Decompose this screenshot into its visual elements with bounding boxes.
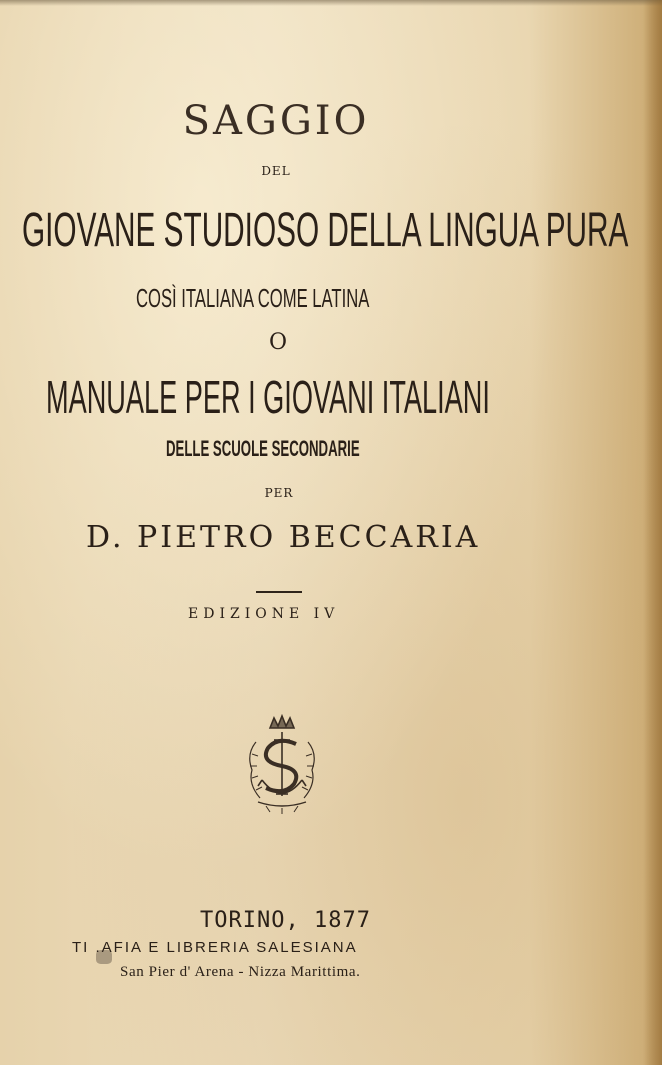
- author-name: D. PIETRO BECCARIA: [86, 520, 481, 555]
- imprint-publisher: TI .AFIA E LIBRERIA SALESIANA: [72, 939, 358, 956]
- divider-rule: [256, 591, 302, 593]
- page-top-edge: [0, 0, 662, 6]
- title-main: GIOVANE STUDIOSO DELLA LINGUA PURA: [22, 204, 629, 257]
- ink-blot: [96, 950, 112, 964]
- title-del: DEL: [261, 164, 291, 178]
- imprint-places: San Pier d' Arena - Nizza Marittima.: [120, 964, 361, 980]
- title-audience: DELLE SCUOLE SECONDARIE: [166, 436, 360, 461]
- imprint-city-year: TORINO, 1877: [200, 908, 371, 933]
- salesian-monogram-emblem-icon: [238, 714, 326, 814]
- page-right-edge-shadow: [644, 0, 662, 1065]
- title-per: PER: [264, 486, 294, 500]
- edition-label: EDIZIONE IV: [188, 606, 340, 622]
- title-saggio: SAGGIO: [182, 98, 370, 144]
- title-alternative: MANUALE PER I GIOVANI ITALIANI: [46, 371, 490, 423]
- title-subtitle: COSÌ ITALIANA COME LATINA: [136, 283, 370, 313]
- title-conjunction: O: [268, 330, 288, 355]
